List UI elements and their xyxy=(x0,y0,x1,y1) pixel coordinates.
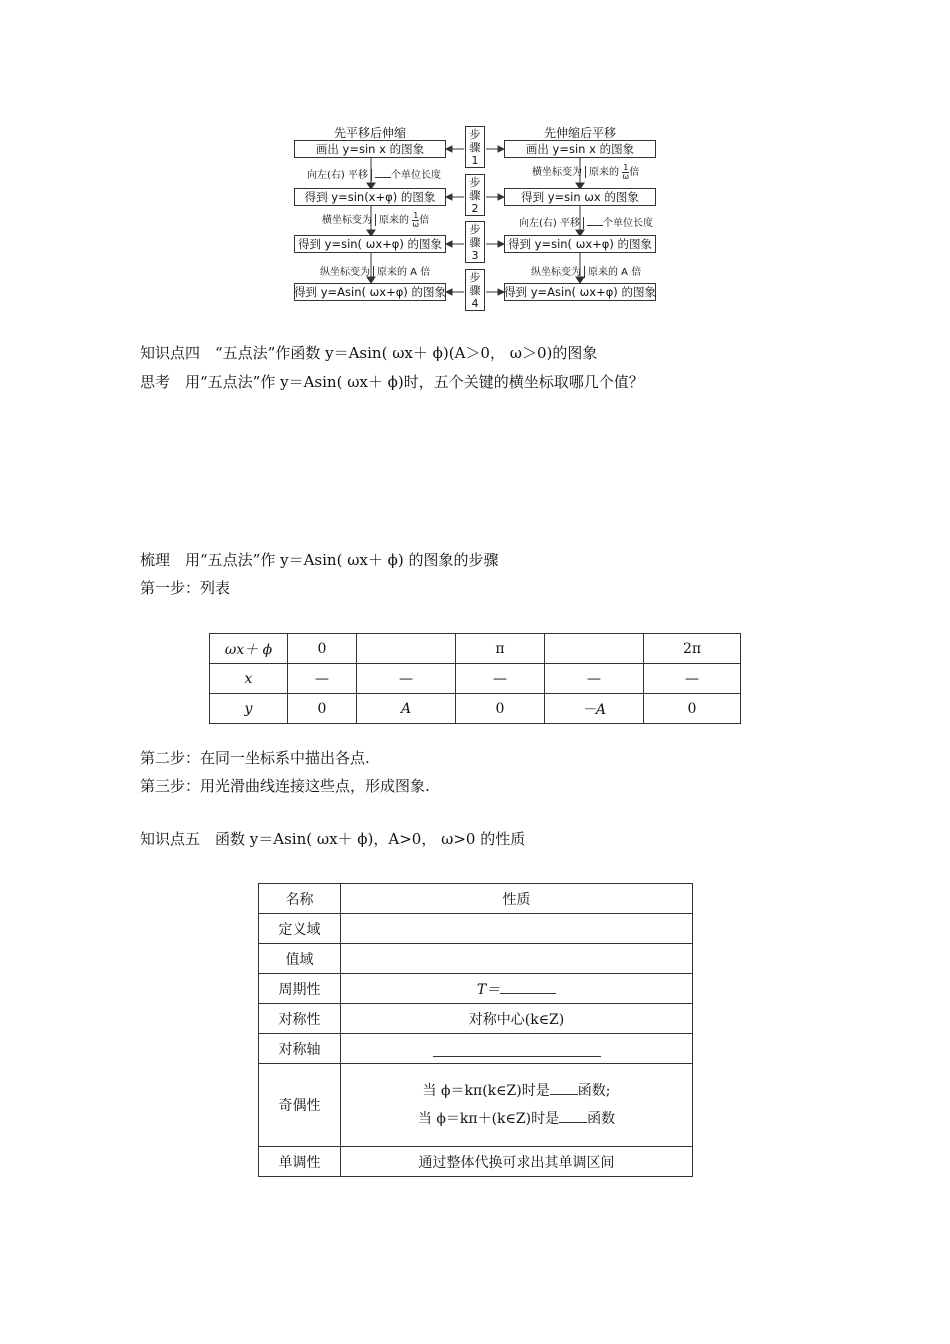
left-step-box-2: 得到 y=sin(x+φ) 的图象 xyxy=(294,188,446,206)
table-cell: 0 xyxy=(288,694,357,724)
table-cell: ωx＋ ϕ xyxy=(210,634,288,664)
table-cell xyxy=(545,634,644,664)
prop-name: 周期性 xyxy=(259,974,341,1004)
table-cell xyxy=(357,634,456,664)
table-row xyxy=(210,664,741,694)
table-row xyxy=(210,694,741,724)
table-header-cell: 性质 xyxy=(341,884,693,914)
table-cell: 0 xyxy=(288,634,357,664)
prop-name: 定义域 xyxy=(259,914,341,944)
prop-value: 对称中心(k∈Z) xyxy=(341,1004,693,1034)
table-cell: — xyxy=(357,664,456,694)
step-two: 第二步：在同一坐标系中描出各点. xyxy=(140,749,370,767)
table-cell: A xyxy=(357,694,456,724)
table-row xyxy=(210,634,741,664)
left-step-box-4: 得到 y=Asin( ωx+φ) 的图象 xyxy=(294,285,446,299)
prop-name: 对称性 xyxy=(259,1004,341,1034)
parity-line-1: 当 ϕ＝kπ(k∈Z)时是 函数; xyxy=(422,1083,611,1099)
table-cell: — xyxy=(545,664,644,694)
knowledge-point-5: 知识点五 函数 y＝Asin( ωx＋ ϕ)，A>0， ω>0 的性质 xyxy=(140,830,526,848)
prop-value xyxy=(341,1064,693,1147)
prop-value xyxy=(341,944,693,974)
right-arrow-label-1: 横坐标变为 原来的 $\frac{1}{\omega}$ 倍 xyxy=(532,162,640,181)
summary-heading: 梳理 用“五点法”作 y＝Asin( ωx＋ ϕ) 的图象的步骤 xyxy=(140,551,499,569)
right-header: 先伸缩后平移 xyxy=(543,126,616,140)
table-row xyxy=(259,974,693,1004)
table-cell: 0 xyxy=(644,694,741,724)
five-point-table xyxy=(209,633,741,724)
right-step-box-1: 画出 y=sin x 的图象 xyxy=(504,140,656,158)
right-step-box-3: 得到 y=sin( ωx+φ) 的图象 xyxy=(504,235,656,253)
table-row xyxy=(259,1034,693,1064)
table-cell: — xyxy=(456,664,545,694)
step-label-4: 步 骤 4 xyxy=(465,269,485,311)
step-one: 第一步：列表 xyxy=(140,579,231,597)
right-step-box-2: 得到 y=sin ωx 的图象 xyxy=(504,188,656,206)
step-three: 第三步：用光滑曲线连接这些点，形成图象. xyxy=(140,777,430,795)
left-arrow-label-3: 纵坐标变为 原来的 A 倍 xyxy=(320,267,431,278)
table-row xyxy=(259,944,693,974)
prop-name: 对称轴 xyxy=(259,1034,341,1064)
table-cell: －A xyxy=(545,694,644,724)
table-cell: y xyxy=(210,694,288,724)
prop-name: 单调性 xyxy=(259,1147,341,1177)
table-cell: x xyxy=(210,664,288,694)
right-arrow-label-2: 向左(右) 平移 个单位长度 xyxy=(519,218,653,229)
table-row xyxy=(259,1064,693,1147)
prop-value: 通过整体代换可求出其单调区间 xyxy=(341,1147,693,1177)
left-arrow-label-2: 横坐标变为 原来的 $\frac{1}{\omega}$ 倍 xyxy=(322,210,430,229)
table-header-cell: 名称 xyxy=(259,884,341,914)
table-cell: 2π xyxy=(644,634,741,664)
think-question: 思考 用“五点法”作 y＝Asin( ωx＋ ϕ)时，五个关键的横坐标取哪几个值？ xyxy=(140,373,644,391)
right-arrow-label-3: 纵坐标变为 原来的 A 倍 xyxy=(531,267,642,278)
table-cell: — xyxy=(288,664,357,694)
parity-line-2: 当 ϕ＝kπ＋(k∈Z)时是 函数 xyxy=(417,1111,616,1127)
prop-name: 奇偶性 xyxy=(259,1064,341,1147)
prop-name: 值域 xyxy=(259,944,341,974)
step-label-1: 步 骤 1 xyxy=(465,126,485,168)
prop-value: T＝ xyxy=(341,974,693,1004)
step-label-3: 步 骤 3 xyxy=(465,221,485,263)
table-cell: π xyxy=(456,634,545,664)
table-row xyxy=(259,1147,693,1177)
table-row xyxy=(259,884,693,914)
right-step-box-4: 得到 y=Asin( ωx+φ) 的图象 xyxy=(504,285,656,299)
table-row xyxy=(259,914,693,944)
prop-value xyxy=(341,1034,693,1064)
left-arrow-label-1: 向左(右) 平移 个单位长度 xyxy=(307,170,441,181)
left-header: 先平移后伸缩 xyxy=(333,126,406,140)
table-row xyxy=(259,1004,693,1034)
left-step-box-1: 画出 y=sin x 的图象 xyxy=(294,140,446,158)
prop-value xyxy=(341,914,693,944)
knowledge-point-4: 知识点四 “五点法”作函数 y＝Asin( ωx＋ ϕ)(A＞0， ω＞0)的图象 xyxy=(140,344,598,362)
table-cell: — xyxy=(644,664,741,694)
step-label-2: 步 骤 2 xyxy=(465,174,485,216)
left-step-box-3: 得到 y=sin( ωx+φ) 的图象 xyxy=(294,235,446,253)
table-cell: 0 xyxy=(456,694,545,724)
properties-table xyxy=(258,883,693,1177)
